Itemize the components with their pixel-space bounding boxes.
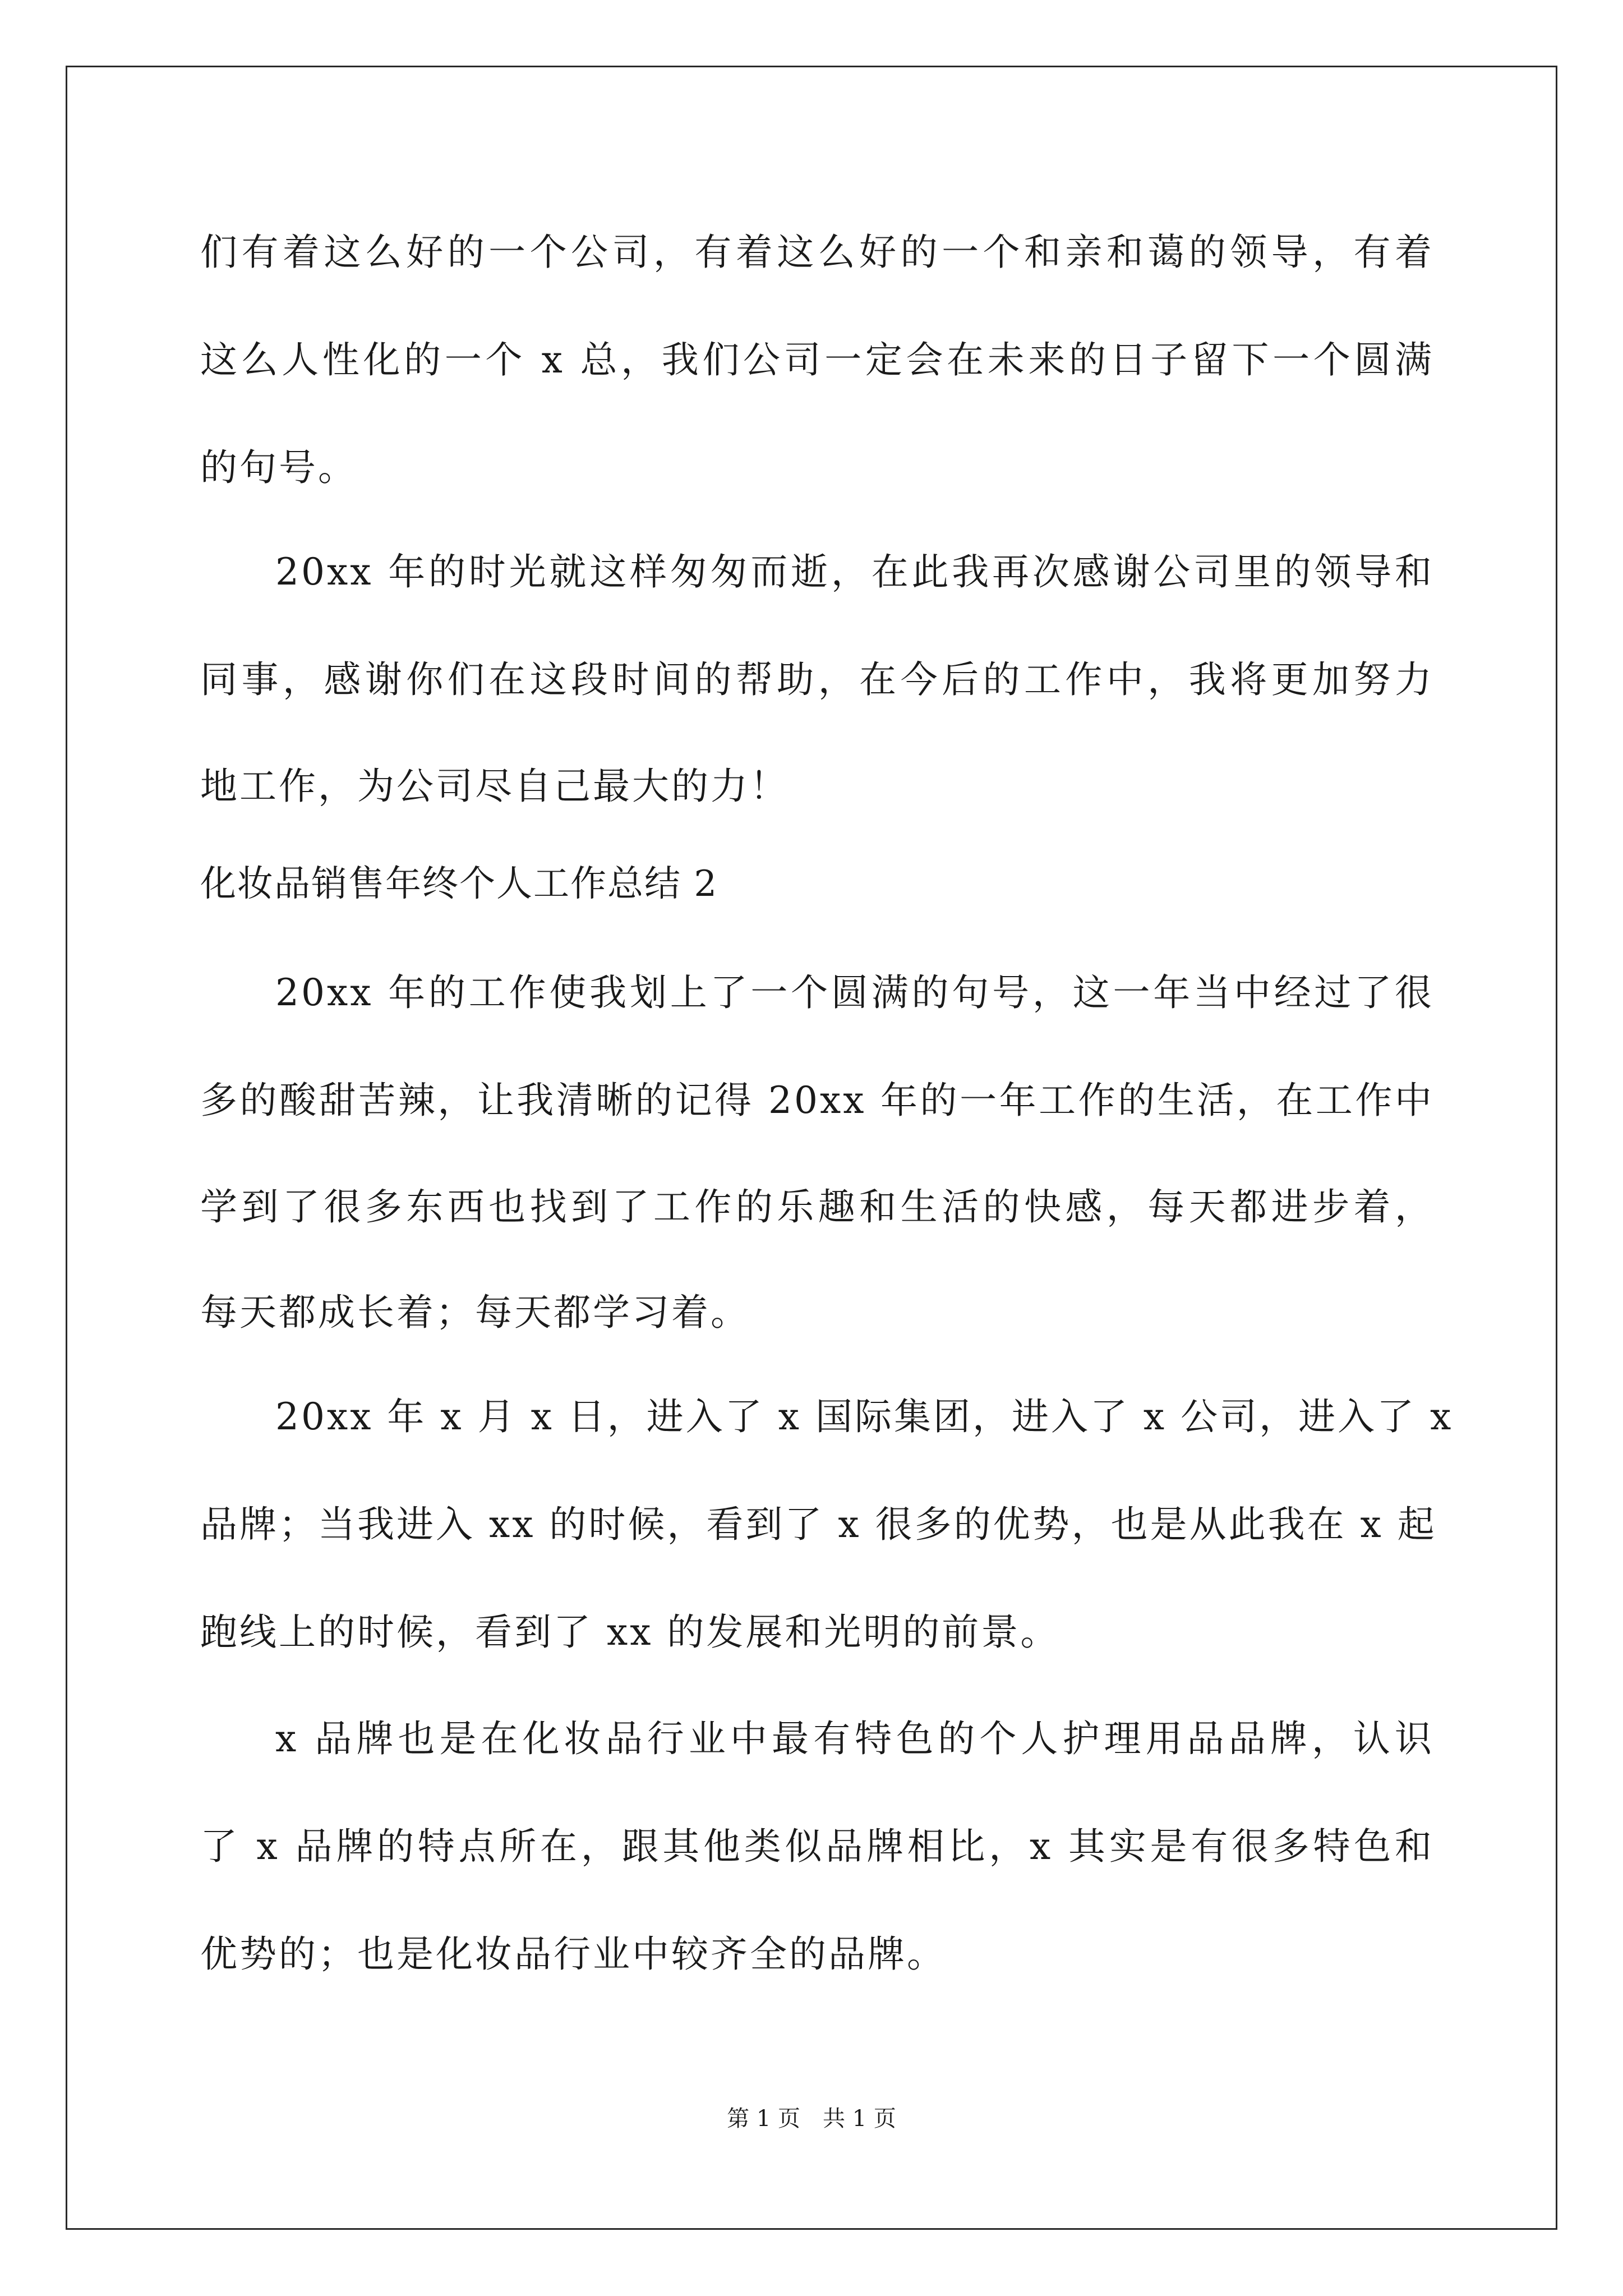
text-line: 们有着这么好的一个公司，有着这么好的一个和亲和蔼的领导，有着 (200, 231, 1434, 274)
text-line: x 品牌也是在化妆品行业中最有特色的个人护理用品品牌，认识 (275, 1717, 1434, 1760)
text-line: 的句号。 (200, 446, 357, 489)
text-line: 每天都成长着；每天都学习着。 (200, 1291, 750, 1334)
text-line: 了 x 品牌的特点所在，跟其他类似品牌相比，x 其实是有很多特色和 (200, 1825, 1434, 1868)
page-number-footer: 第 1 页 共 1 页 (727, 2106, 896, 2132)
text-line: 品牌；当我进入 xx 的时候，看到了 x 很多的优势，也是从此我在 x 起 (200, 1503, 1437, 1546)
text-line: 20xx 年的工作使我划上了一个圆满的句号，这一年当中经过了很 (275, 971, 1434, 1014)
text-line: 多的酸甜苦辣，让我清晰的记得 20xx 年的一年工作的生活，在工作中 (200, 1079, 1434, 1122)
text-line: 跑线上的时候，看到了 xx 的发展和光明的前景。 (200, 1611, 1060, 1654)
text-line: 这么人性化的一个 x 总，我们公司一定会在未来的日子留下一个圆满 (200, 338, 1434, 381)
page-border (66, 66, 1557, 2230)
text-line: 地工作，为公司尽自己最大的力！ (200, 765, 789, 808)
text-line: 同事，感谢你们在这段时间的帮助，在今后的工作中，我将更加努力 (200, 658, 1434, 701)
text-line: 学到了很多东西也找到了工作的乐趣和生活的快感，每天都进步着， (200, 1185, 1434, 1228)
section-heading: 化妆品销售年终个人工作总结 2 (200, 863, 718, 905)
text-line: 20xx 年的时光就这样匆匆而逝，在此我再次感谢公司里的领导和 (275, 550, 1434, 593)
text-line: 优势的；也是化妆品行业中较齐全的品牌。 (200, 1932, 946, 1976)
text-line: 20xx 年 x 月 x 日，进入了 x 国际集团，进入了 x 公司，进入了 x (275, 1395, 1454, 1438)
